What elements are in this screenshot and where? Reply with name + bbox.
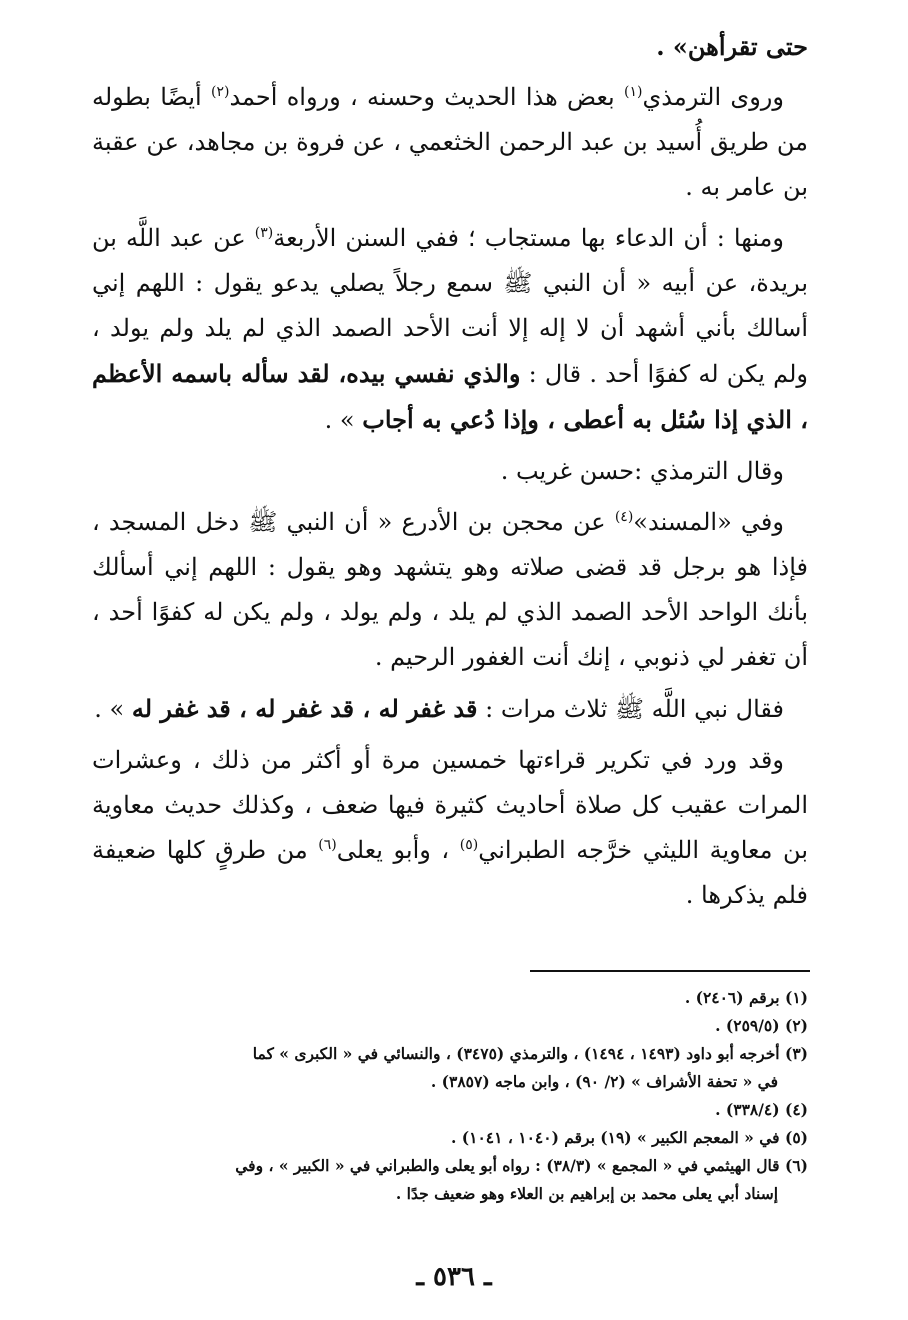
footnote-2 (92, 1012, 808, 1040)
paragraph-3-text-end: » . (324, 406, 363, 434)
paragraph-7 (92, 738, 808, 918)
footnote-4 (92, 1096, 808, 1124)
paragraph-6-text-a: فقال نبي اللَّه ﷺ ثلاث مرات : (477, 695, 784, 723)
paragraph-4-text: وقال الترمذي :حسن غريب . (500, 457, 784, 485)
paragraph-5-text-a: وفي «المسند» (633, 508, 784, 536)
footnote-ref-4[interactable]: (٤) (614, 509, 634, 525)
footnote-1-text: (١) برقم (٢٤٠٦) . (684, 988, 808, 1007)
paragraph-6-bold-text: قد غفر له ، قد غفر له ، قد غفر له (131, 694, 478, 723)
paragraph-2-text-b: بعض هذا الحديث وحسنه ، ورواه أحمد (229, 83, 624, 111)
footnote-ref-6[interactable]: (٦) (318, 837, 337, 853)
paragraph-6 (92, 686, 808, 732)
footnote-3-text-b: في « تحفة الأشراف » (٢/ ٩٠) ، وابن ماجه (٣٨٥٧) . (430, 1072, 778, 1091)
footnote-divider (530, 970, 810, 972)
paragraph-3-bold-hadith: والذي نفسي بيده، لقد سأله باسمه الأعظم ، الذي إذا سُئل به أعطى ، وإذا دُعي به أجاب (92, 359, 808, 434)
paragraph-7-text-b: ، وأبو يعلى (336, 836, 460, 864)
footnote-5-text: (٥) في « المعجم الكبير » (١٩) برقم (١٠٤٠ ، ١٠٤١) . (451, 1128, 808, 1147)
paragraph-7-text-a: وقد ورد في تكرير قراءتها خمسين مرة أو أكثر من ذلك ، وعشرات المرات عقيب كل صلاة أحاديث كثيرة فيها ضعف ، وكذلك حديث معاوية بن معاوية الليثي خرَّجه الطبراني (92, 746, 808, 864)
footnotes-section (92, 984, 808, 1208)
footnote-5 (92, 1124, 808, 1152)
footnote-ref-1[interactable]: (١) (623, 84, 643, 100)
footnote-6-text-a: (٦) قال الهيثمي في « المجمع » (٣٨/٣) : رواه أبو يعلى والطبراني في « الكبير » ، وفي (235, 1156, 808, 1175)
page-number: ـ ٥٣٦ ـ (416, 1262, 492, 1292)
paragraph-7-text-c: من طرقٍ كلها ضعيفة فلم يذكرها . (92, 836, 808, 909)
paragraph-2 (92, 75, 808, 210)
paragraph-5-text-b: عن محجن بن الأدرع « أن النبي ﷺ دخل المسجد ، فإذا هو برجل قد قضى صلاته وهو يتشهد وهو يقول : اللهم إني أسألك بأنك الواحد الأحد الصمد الذي لم يلد ، ولم يولد ، ولم يكن له كفوًا أحد ، أن تغفر لي ذنوبي ، إنك أنت الغفور الرحيم . (92, 508, 809, 671)
paragraph-2-text-c: أيضًا بطوله من طريق أُسيد بن عبد الرحمن الخثعمي ، عن فروة بن مجاهد، عن عقبة بن عامر به . (92, 83, 808, 201)
paragraph-2-text-a: وروى الترمذي (642, 83, 784, 111)
footnote-ref-2[interactable]: (٢) (210, 84, 230, 100)
footnote-ref-3[interactable]: (٣) (254, 225, 274, 241)
main-text (92, 24, 808, 918)
paragraph-5 (92, 500, 808, 680)
paragraph-4 (92, 449, 808, 494)
paragraph-3-text-a: ومنها : أن الدعاء بها مستجاب ؛ ففي السنن الأربعة (273, 224, 784, 252)
footnote-1 (92, 984, 808, 1012)
footnote-6 (92, 1152, 808, 1208)
footnote-4-text: (٤) (٣٣٨/٤) . (715, 1100, 808, 1119)
paragraph-6-text-end: » . (94, 695, 132, 723)
footnote-6-text-b: إسناد أبي يعلى محمد بن إبراهيم بن العلاء وهو ضعيف جدًا . (395, 1184, 778, 1203)
footnote-3-text-a: (٣) أخرجه أبو داود (١٤٩٣ ، ١٤٩٤) ، والترمذي (٣٤٧٥) ، والنسائي في « الكبرى » كما (252, 1044, 808, 1063)
footnote-2-text: (٢) (٢٥٩/٥) . (715, 1016, 808, 1035)
paragraph-1 (92, 24, 808, 69)
paragraph-3-text-b: عن عبد اللَّه بن بريدة، عن أبيه « أن النبي ﷺ سمع رجلاً يصلي يدعو يقول : اللهم إني أسالك بأني أشهد أن لا إله إلا أنت الأحد الصمد الذي لم يلد ولم يولد ، ولم يكن له كفوًا أحد . قال : (92, 224, 808, 388)
paragraph-1-text: حتى تقرأهن» . (656, 32, 808, 61)
footnote-3 (92, 1040, 808, 1096)
footnote-ref-5[interactable]: (٥) (459, 837, 479, 853)
paragraph-3 (92, 216, 808, 443)
